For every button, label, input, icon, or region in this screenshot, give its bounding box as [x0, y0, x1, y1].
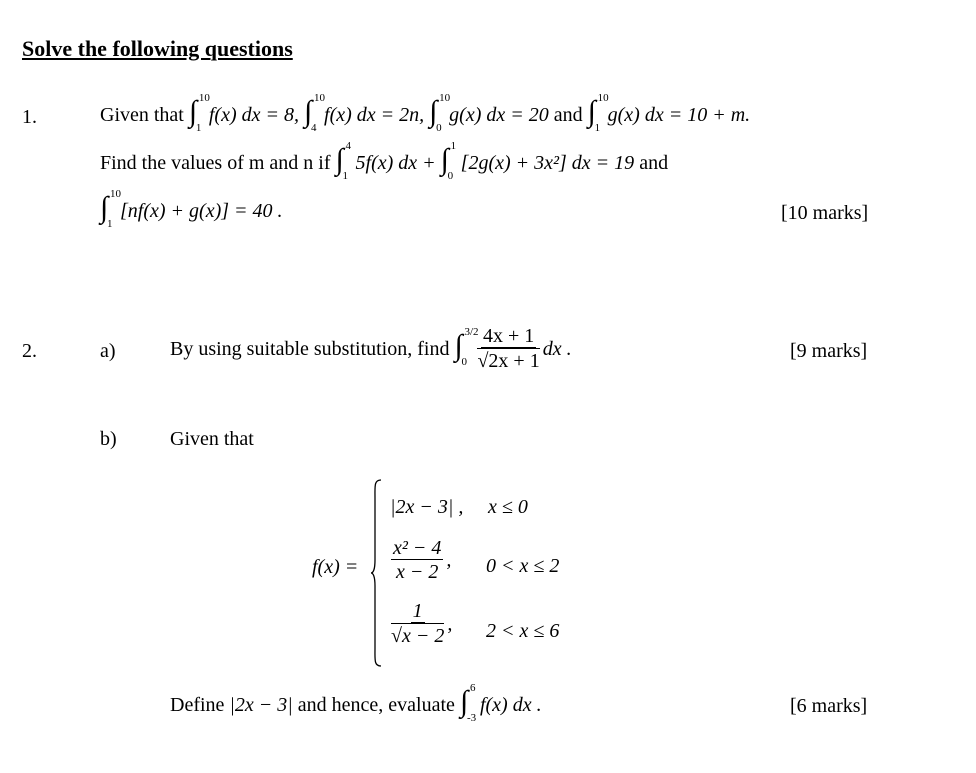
- integral-sign: ∫ 10 0: [429, 92, 451, 134]
- integral-body: f(x) dx = 8,: [208, 103, 300, 126]
- question-1-marks: [10 marks]: [781, 202, 869, 224]
- define-line: [170, 682, 542, 724]
- case-2-expr: $\frac{\text{x² − 4}}{x - 2}$ ,: [393, 537, 452, 583]
- integral-body: [nf(x) + g(x)] = 40 .: [120, 199, 283, 222]
- part-b-label: b): [100, 428, 117, 450]
- integral-sign: ∫ 3/2 0: [454, 326, 479, 368]
- integral-sign: ∫ 6 -3: [459, 682, 477, 724]
- question-1-number: 1.: [22, 106, 37, 128]
- dx-text: dx .: [542, 337, 572, 360]
- part-a-text: By using suitable substitution, find: [170, 337, 450, 360]
- integral-body: g(x) dx = 10 + m.: [607, 103, 751, 126]
- case-2-condition: 0 < x ≤ 2: [486, 555, 560, 577]
- integral-sign: ∫ 10 1: [188, 92, 210, 134]
- abs-expression: |2x − 3|: [229, 693, 293, 716]
- integral-sign: ∫ 4 1: [335, 140, 352, 182]
- integral-body: [2g(x) + 3x²] dx = 19: [460, 151, 635, 174]
- question-2-number: 2.: [22, 340, 37, 362]
- integral-body: f(x) dx = 2n,: [324, 103, 425, 126]
- and-text: and: [553, 103, 583, 126]
- case-3-condition: 2 < x ≤ 6: [486, 620, 560, 642]
- hence-text: and hence, evaluate: [297, 693, 455, 716]
- page-title: Solve the following questions: [22, 36, 293, 61]
- given-text: Given that: [100, 103, 184, 126]
- part-b-text: Given that: [170, 428, 254, 450]
- and-text: and: [639, 151, 669, 174]
- define-text: Define: [170, 693, 225, 716]
- integral-sign: ∫ 10 4: [304, 92, 326, 134]
- question-1-line-2: [100, 140, 669, 182]
- integral-body: 5f(x) dx +: [355, 151, 436, 174]
- fraction: $\frac{1}{√x - 2}$: [391, 600, 445, 647]
- fraction: $\frac{\text{x² − 4}}{x - 2}$: [393, 537, 442, 583]
- case-1-expr: |2x − 3| ,: [390, 496, 464, 518]
- brace-icon: [370, 478, 382, 668]
- case-3-expr: $\frac{1}{√x - 2}$ ,: [391, 600, 453, 647]
- find-text: Find the values of m and n if: [100, 151, 331, 174]
- case-1-condition: x ≤ 0: [488, 496, 528, 518]
- part-a-line: [170, 325, 572, 373]
- integral-body: f(x) dx .: [479, 693, 542, 716]
- part-a-label: a): [100, 340, 116, 362]
- part-b-marks: [6 marks]: [790, 695, 868, 717]
- question-1-line-1: [100, 92, 751, 134]
- question-1-line-3: [100, 188, 283, 230]
- part-a-marks: [9 marks]: [790, 340, 868, 362]
- integral-sign: ∫ 1 0: [440, 140, 457, 182]
- integral-body: g(x) dx = 20: [449, 103, 549, 126]
- integral-sign: ∫ 10 1: [100, 188, 121, 230]
- fx-label: f(x) =: [312, 556, 359, 578]
- fraction: $\frac{4x + 1}{√2x + 1}$: [477, 325, 540, 372]
- integral-sign: ∫ 10 1: [587, 92, 609, 134]
